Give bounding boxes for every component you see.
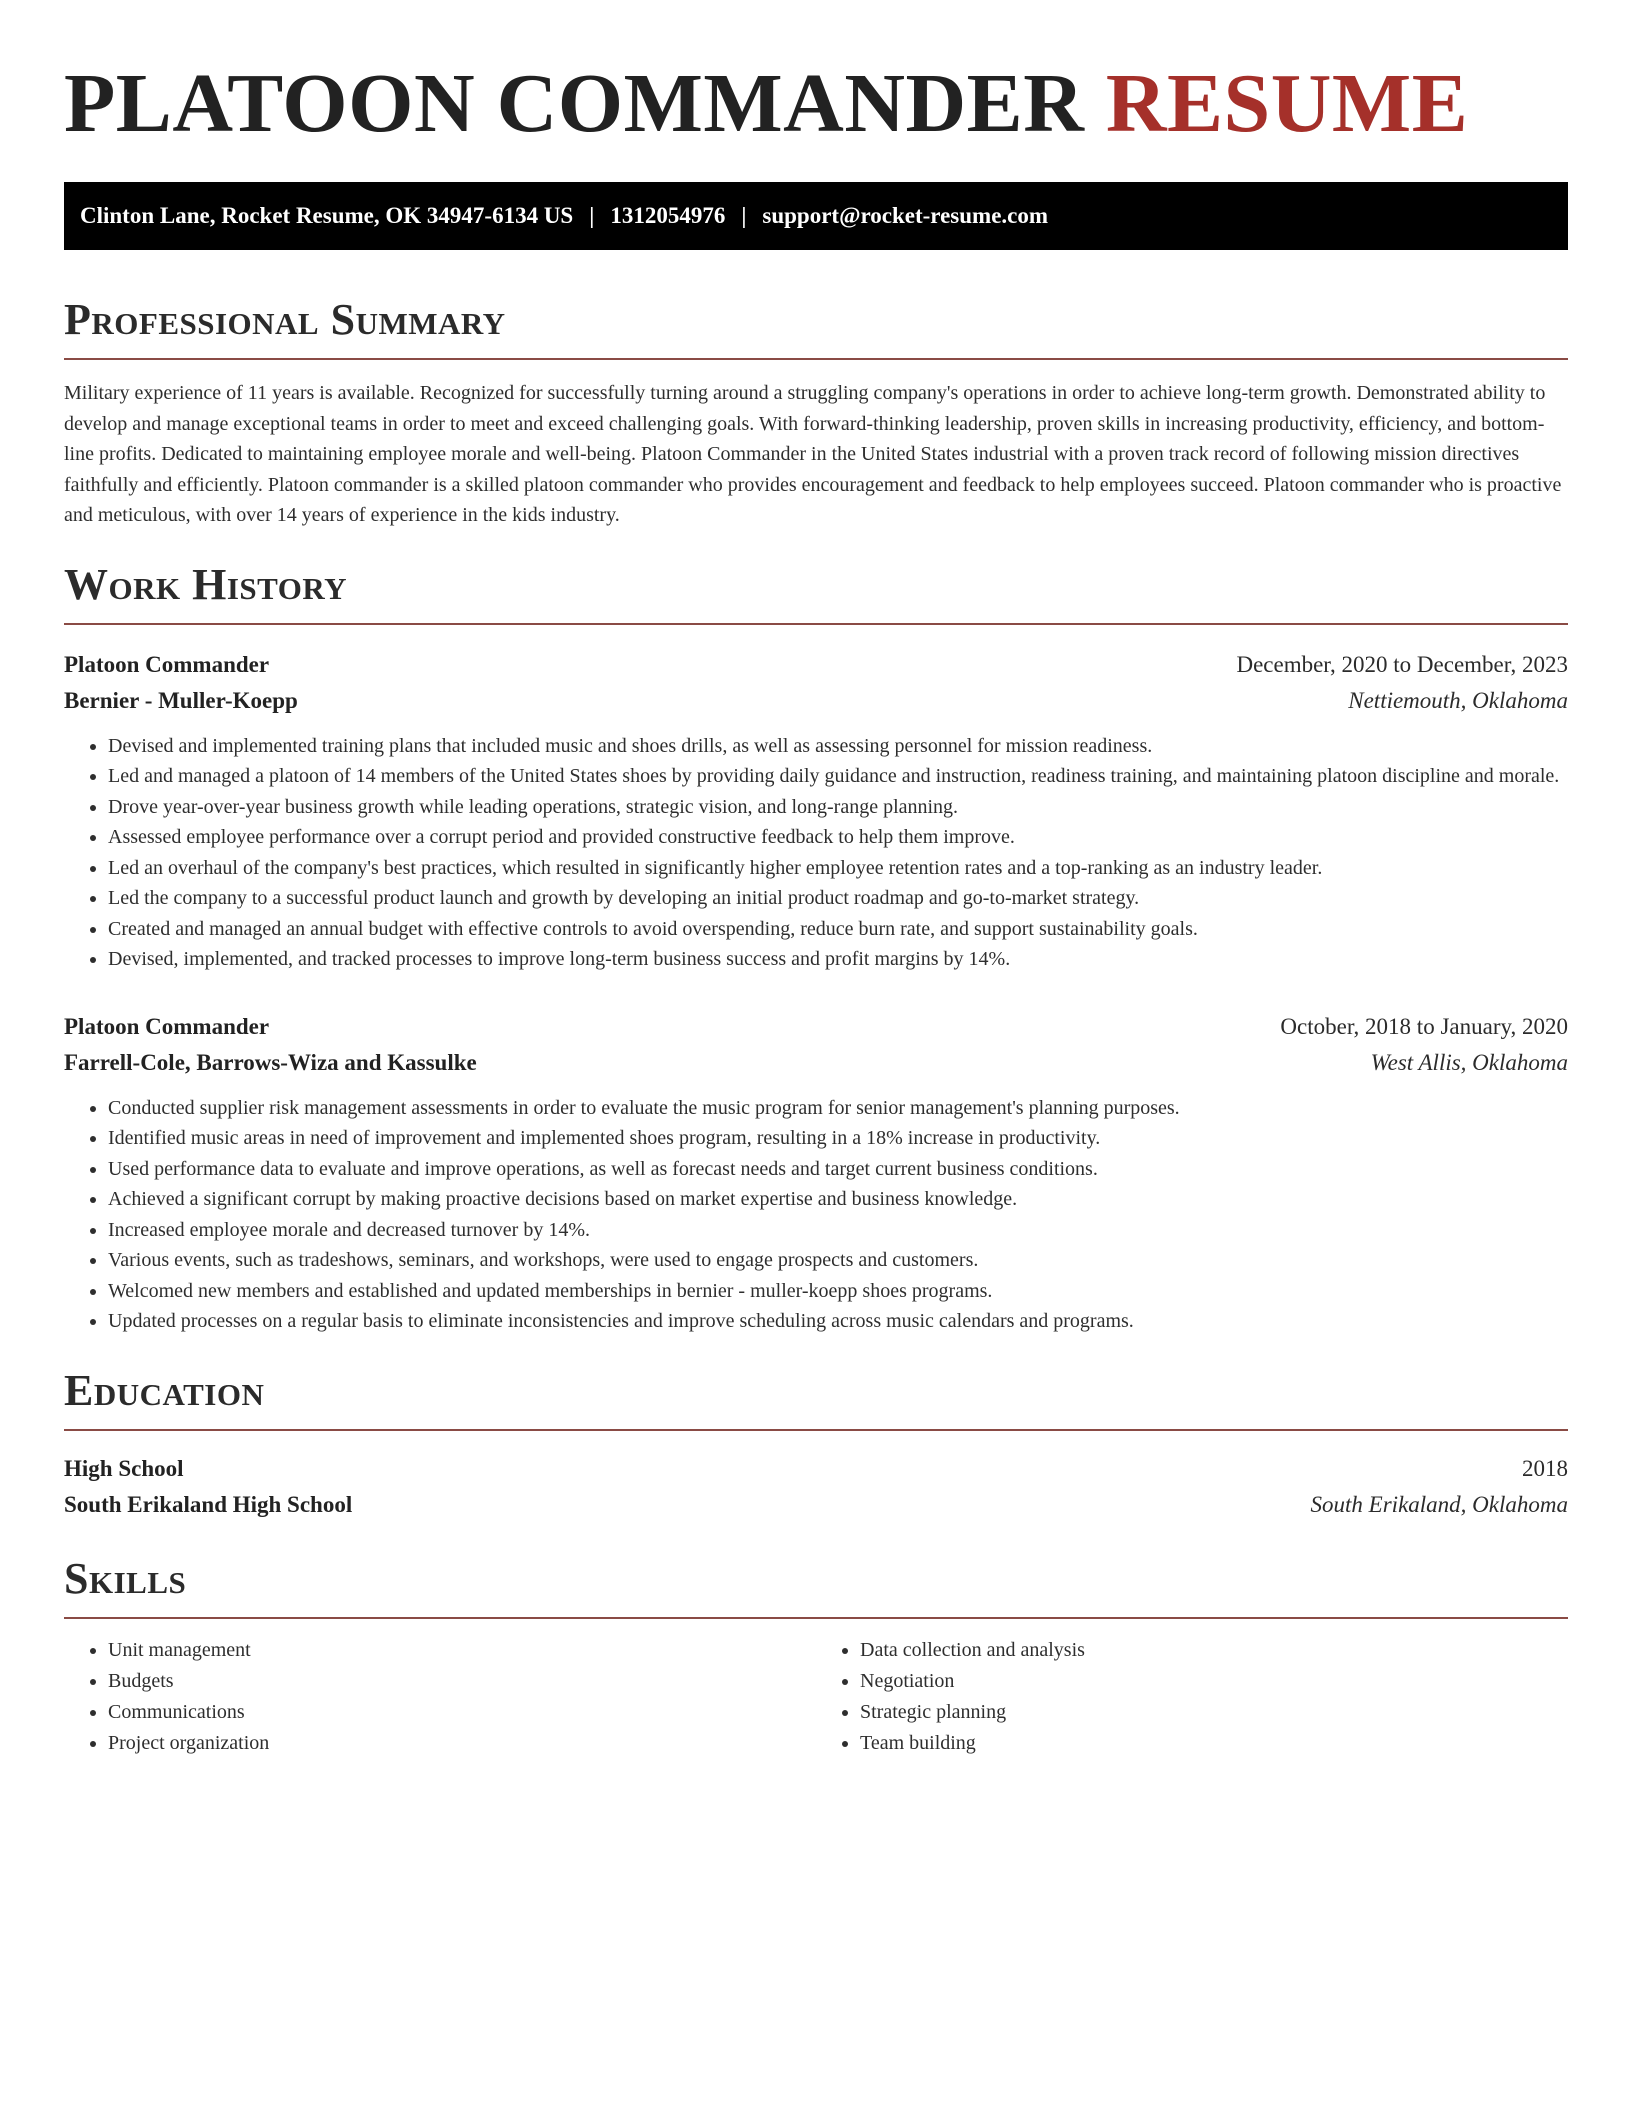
job-bullet: • Conducted supplier risk management assessments in order to evaluate the music program for senior management's planning purposes. [108,1093,1568,1124]
job-company: Farrell-Cole, Barrows-Wiza and Kassulke [64,1049,477,1075]
skill-item: • Data collection and analysis [860,1635,1568,1666]
job-bullet: • Led and managed a platoon of 14 members of the United States shoes by providing daily guidance and instruction, readiness training, and maintaining platoon discipline and morale. [108,761,1568,792]
job-title: Platoon Commander [64,651,270,677]
section-divider [64,1429,1568,1431]
professional-summary-section [64,294,1568,531]
job-bullet: • Devised and implemented training plans that included music and shoes drills, as well as assessing personnel for mission readiness. [108,731,1568,762]
skills-section [64,1553,1568,1759]
education-degree: High School [64,1455,184,1481]
section-heading-education: Education [64,1365,265,1415]
job-entry [64,1009,1568,1337]
contact-email[interactable]: support@rocket-resume.com [762,203,1049,228]
education-entry [64,1451,1568,1523]
section-heading-skills: Skills [64,1553,187,1603]
skills-grid [64,1635,1568,1759]
job-bullet: • Assessed employee performance over a corrupt period and provided constructive feedback to help them improve. [108,822,1568,853]
skill-item: • Strategic planning [860,1697,1568,1728]
job-company: Bernier - Muller-Koepp [64,687,298,713]
skills-column-right [816,1635,1568,1759]
job-bullet: • Various events, such as tradeshows, seminars, and workshops, were used to engage prospects and customers. [108,1245,1568,1276]
job-bullets [64,1093,1568,1337]
summary-text: Military experience of 11 years is available. Recognized for successfully turning around a struggling company's operations in order to achieve long-term growth. Demonstrated ability to develop and manage exceptional teams in order to meet and exceed challenging goals. With forward-thinking leadership, proven skills in increasing productivity, efficiency, and bottom-line profits. Dedicated to maintaining employee morale and well-being. Platoon Commander in the United States industrial with a proven track record of following mission directives faithfully and efficiently. Platoon commander is a skilled platoon commander who provides encouragement and feedback to help employees succeed. Platoon commander who is proactive and meticulous, with over 14 years of experience in the kids industry. [64,382,1562,526]
skills-column-left [64,1635,816,1759]
job-bullet: • Drove year-over-year business growth while leading operations, strategic vision, and long-range planning. [108,792,1568,823]
education-year: 2018 [1522,1455,1568,1481]
job-bullet: • Created and managed an annual budget with effective controls to avoid overspending, reduce burn rate, and support sustainability goals. [108,914,1568,945]
contact-separator: | [741,203,747,228]
contact-bar [64,182,1568,250]
job-bullet: • Led the company to a successful product launch and growth by developing an initial product roadmap and go-to-market strategy. [108,883,1568,914]
job-bullet: • Welcomed new members and established and updated memberships in bernier - muller-koepp shoes programs. [108,1276,1568,1307]
job-bullet: • Updated processes on a regular basis to eliminate inconsistencies and improve scheduling across music calendars and programs. [108,1306,1568,1337]
job-company-row [64,683,1568,719]
job-bullet: • Used performance data to evaluate and improve operations, as well as forecast needs and target current business conditions. [108,1154,1568,1185]
section-divider [64,623,1568,625]
education-school: South Erikaland High School [64,1491,353,1517]
skill-item: • Project organization [108,1728,816,1759]
job-dates: October, 2018 to January, 2020 [1280,1013,1568,1039]
title-main: PLATOON COMMANDER [64,57,1085,150]
contact-separator: | [589,203,595,228]
job-dates: December, 2020 to December, 2023 [1236,651,1568,677]
section-divider [64,358,1568,360]
job-bullets [64,731,1568,975]
job-location: West Allis, Oklahoma [1370,1049,1568,1075]
contact-phone: 1312054976 [610,203,726,228]
job-company-row [64,1045,1568,1081]
job-title: Platoon Commander [64,1013,270,1039]
section-heading-work: Work History [64,559,348,609]
job-entry [64,647,1568,975]
skill-item: • Budgets [108,1666,816,1697]
job-bullet: • Identified music areas in need of improvement and implemented shoes program, resulting in a 18% increase in productivity. [108,1123,1568,1154]
job-location: Nettiemouth, Oklahoma [1348,687,1568,713]
job-header-row [64,1009,1568,1045]
title-accent: RESUME [1105,57,1469,150]
education-school-row [64,1487,1568,1523]
job-bullet: • Led an overhaul of the company's best practices, which resulted in significantly higher employee retention rates and a top-ranking as an industry leader. [108,853,1568,884]
skill-item: • Negotiation [860,1666,1568,1697]
education-header-row [64,1451,1568,1487]
resume-title [64,56,1568,152]
job-bullet: • Achieved a significant corrupt by making proactive decisions based on market expertise and business knowledge. [108,1184,1568,1215]
job-bullet: • Increased employee morale and decreased turnover by 14%. [108,1215,1568,1246]
education-section [64,1365,1568,1523]
skill-item: • Unit management [108,1635,816,1666]
work-history-section [64,559,1568,1337]
section-divider [64,1617,1568,1619]
contact-address: Clinton Lane, Rocket Resume, OK 34947-6134 US [80,203,574,228]
education-location: South Erikaland, Oklahoma [1310,1491,1568,1517]
job-header-row [64,647,1568,683]
skill-item: • Communications [108,1697,816,1728]
job-bullet: • Devised, implemented, and tracked processes to improve long-term business success and profit margins by 14%. [108,944,1568,975]
skill-item: • Team building [860,1728,1568,1759]
section-heading-summary: Professional Summary [64,295,506,344]
